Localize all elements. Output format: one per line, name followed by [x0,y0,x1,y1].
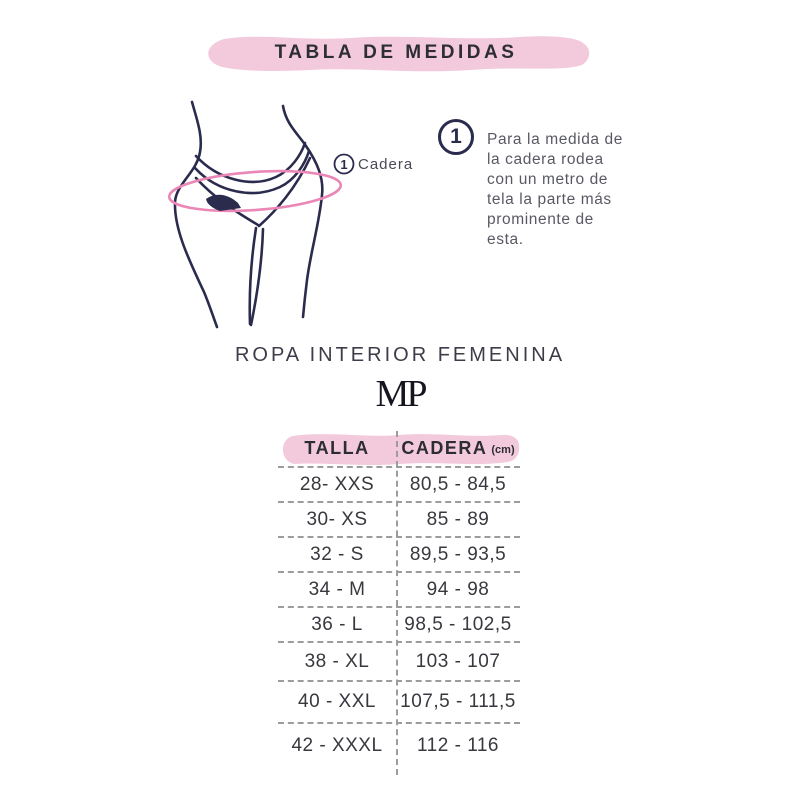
table-row [278,643,520,682]
table-row [278,724,520,768]
cadera-value: 94 - 98 [426,578,490,600]
banner-title: TABLA DE MEDIDAS [274,42,518,63]
instruction-line: la cadera rodea [487,151,604,168]
table-row [278,573,520,608]
cadera-value: 107,5 - 111,5 [400,691,516,712]
column-header-talla: TALLA [304,437,370,458]
table-row [278,468,520,503]
brand-logo: MP [375,373,425,415]
tape-pointer-icon [206,195,241,211]
cadera-value: 89,5 - 93,5 [409,543,507,565]
talla-value: 30- XS [306,508,368,530]
table-row [278,503,520,538]
measuring-tape-ellipse [168,166,342,216]
banner [200,31,592,75]
instruction-number-circle [438,119,474,155]
instruction-line: tela la parte más [487,191,612,208]
hip-figure-illustration [150,98,430,336]
section-title: ROPA INTERIOR FEMENINA [234,344,566,366]
instruction-number: 1 [450,125,462,148]
size-table [278,430,520,768]
talla-value: 28- XXS [299,473,375,495]
talla-value: 40 - XXL [298,691,376,712]
column-header-cadera-unit: (cm) [491,444,515,456]
table-column-separator [396,431,398,775]
cadera-value: 85 - 89 [426,508,490,530]
figure-label-text: Cadera [358,156,414,173]
body-outline [175,102,322,327]
talla-value: 34 - M [308,578,366,600]
table-row [278,538,520,573]
column-header-cadera [396,430,520,466]
instruction-line: con un metro de [487,171,609,188]
column-header-cadera-label: CADERA [401,437,488,458]
table-row [278,682,520,724]
talla-value: 42 - XXXL [291,735,383,756]
cadera-value: 80,5 - 84,5 [409,473,507,495]
figure-label-number: 1 [340,157,348,172]
cadera-value: 112 - 116 [417,735,499,756]
talla-value: 32 - S [310,543,364,565]
instruction-line: Para la medida de [487,131,624,148]
cadera-value: 98,5 - 102,5 [404,613,512,635]
talla-value: 36 - L [311,613,363,635]
instruction-text [487,130,647,250]
cadera-value: 103 - 107 [415,650,501,672]
table-header-row [278,430,520,468]
instruction-line: prominente de [487,211,594,228]
talla-value: 38 - XL [304,650,370,672]
table-row [278,608,520,643]
instruction-line: esta. [487,231,524,248]
